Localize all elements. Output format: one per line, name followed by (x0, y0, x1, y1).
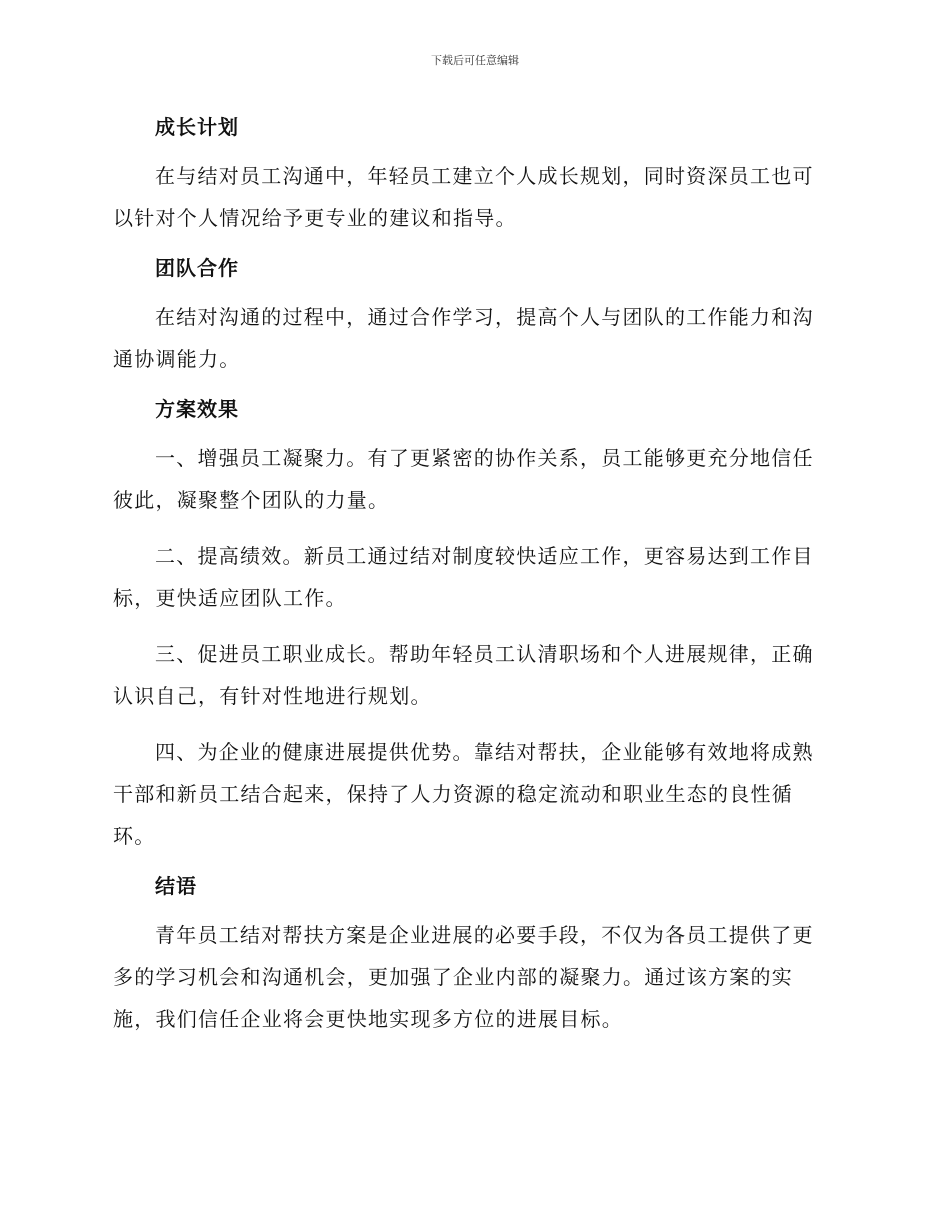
section-heading-teamwork: 团队合作 (155, 256, 239, 280)
paragraph: 在与结对员工沟通中，年轻员工建立个人成长规划，同时资深员工也可以针对个人情况给予更专业的建议和指导。 (113, 164, 814, 230)
section-heading-conclusion: 结语 (155, 874, 197, 898)
section-heading-plan-effects: 方案效果 (155, 397, 239, 421)
paragraph: 在结对沟通的过程中，通过合作学习，提高个人与团队的工作能力和沟通协调能力。 (113, 305, 814, 371)
paragraph: 四、为企业的健康进展提供优势。靠结对帮扶，企业能够有效地将成熟干部和新员工结合起来，保持了人力资源的稳定流动和职业生态的良性循环。 (113, 740, 814, 848)
document-body (113, 112, 833, 1040)
paragraph: 青年员工结对帮扶方案是企业进展的必要手段，不仅为各员工提供了更多的学习机会和沟通机会，更加强了企业内部的凝聚力。通过该方案的实施，我们信任企业将会更快地实现多方位的进展目标。 (113, 923, 814, 1031)
header-note: 下载后可任意编辑 (431, 54, 519, 67)
paragraph: 一、增强员工凝聚力。有了更紧密的协作关系，员工能够更充分地信任彼此，凝聚整个团队的力量。 (113, 446, 814, 512)
section-heading-growth-plan: 成长计划 (155, 115, 239, 139)
paragraph: 二、提高绩效。新员工通过结对制度较快适应工作，更容易达到工作目标，更快适应团队工作。 (113, 544, 814, 610)
paragraph: 三、促进员工职业成长。帮助年轻员工认清职场和个人进展规律，正确认识自己，有针对性地进行规划。 (113, 642, 814, 708)
